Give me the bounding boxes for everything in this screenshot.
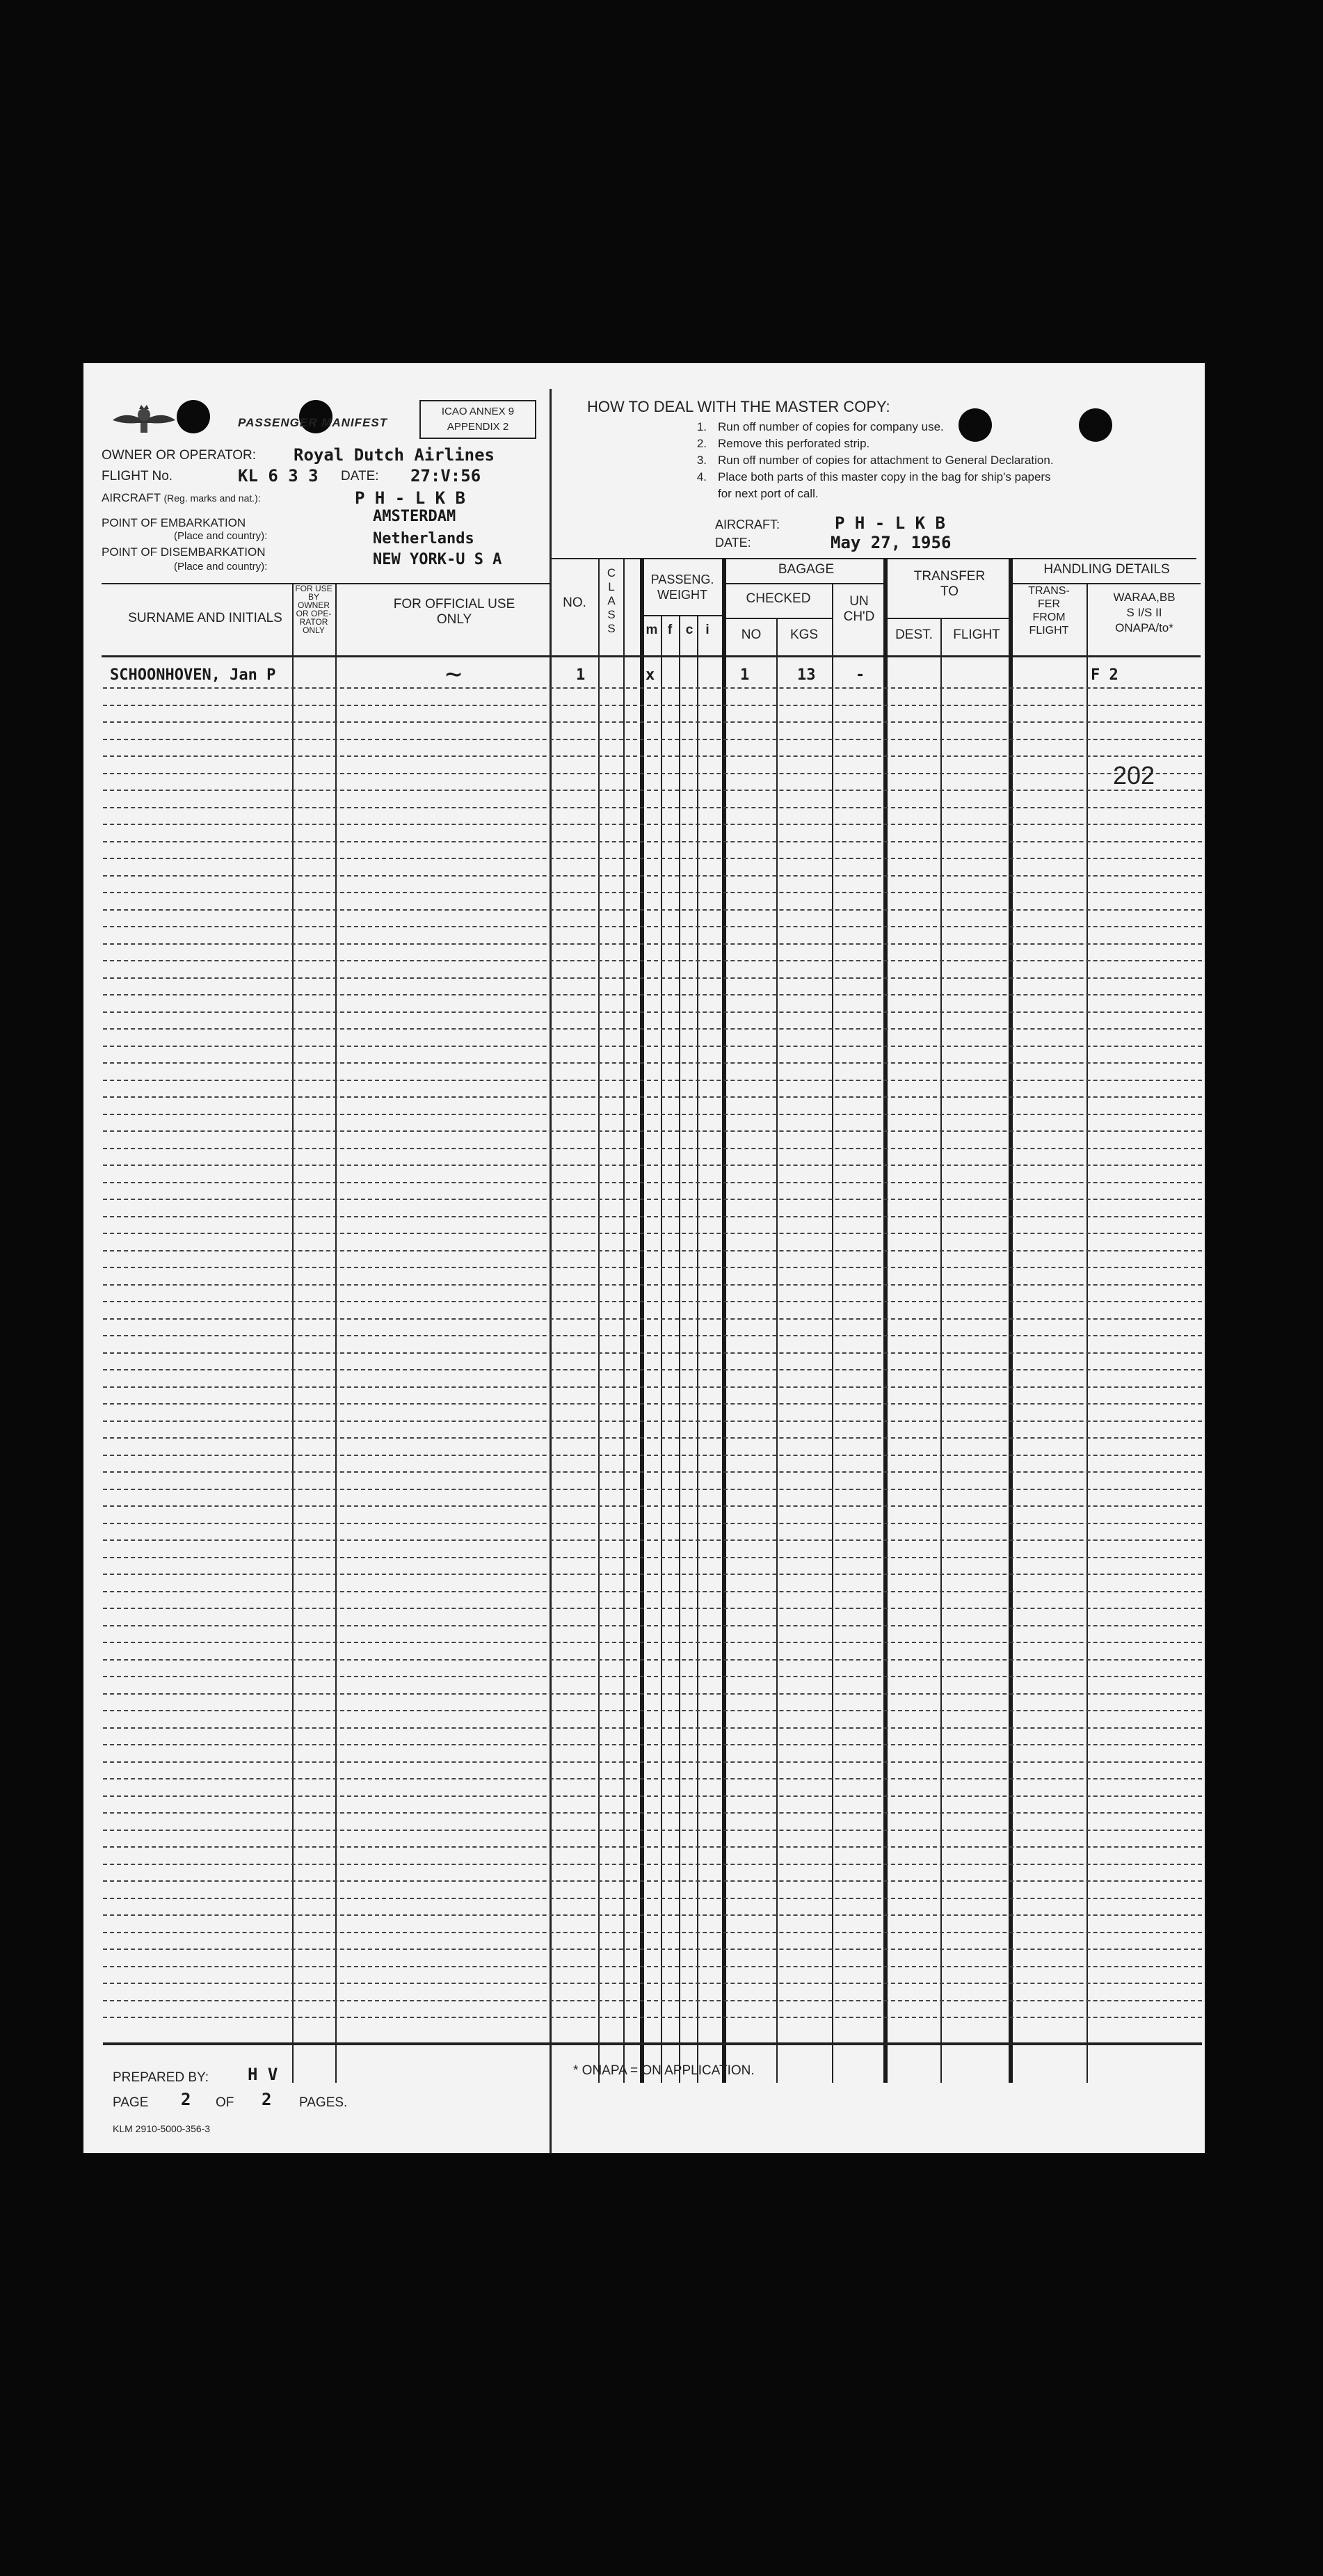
manifest-sheet <box>83 363 1205 2153</box>
row-rule <box>103 1642 1202 1643</box>
col-rule-transfer <box>883 558 888 2083</box>
handling-subrule <box>1011 583 1201 584</box>
row-rule <box>103 1557 1202 1558</box>
row-rule <box>103 1267 1202 1268</box>
row-rule <box>103 1028 1202 1030</box>
no-header: NO. <box>563 595 586 610</box>
row-rule <box>103 1693 1202 1695</box>
passenger-surname: SCHOONHOVEN, Jan P <box>110 666 276 684</box>
row-rule <box>103 1216 1202 1217</box>
row-rule <box>103 1864 1202 1865</box>
owner-value: Royal Dutch Airlines <box>294 445 495 465</box>
row-rule <box>103 926 1202 927</box>
row-rule <box>103 1795 1202 1797</box>
row-rule <box>103 1949 1202 1950</box>
embark-sub: (Place and country): <box>174 530 268 542</box>
passenger-no: 1 <box>576 666 586 684</box>
row-rule <box>103 977 1202 979</box>
embark-label: POINT OF EMBARKATION <box>102 516 246 529</box>
row-rule <box>103 1710 1202 1711</box>
header-bottom-rule <box>102 655 1201 657</box>
row-rule <box>103 1898 1202 1899</box>
handwritten-annotation: 202 <box>1113 761 1155 790</box>
row-rule <box>103 1727 1202 1729</box>
row-rule <box>103 1114 1202 1115</box>
row-rule <box>103 1182 1202 1183</box>
row-rule <box>103 755 1202 757</box>
checked-kgs-header: KGS <box>789 627 819 642</box>
row-rule <box>103 1539 1202 1541</box>
icao-line-2: APPENDIX 2 <box>447 421 509 433</box>
step-item: 1. Run off number of copies for company use. <box>696 420 944 433</box>
step-item: 2. Remove this perforated strip. <box>696 437 870 450</box>
row-rule <box>103 1011 1202 1013</box>
col-rule-class <box>598 558 600 2083</box>
row-rule <box>103 721 1202 723</box>
row-rule <box>103 1983 1202 1984</box>
icao-line-1: ICAO ANNEX 9 <box>441 406 515 417</box>
col-rule-handling <box>1009 558 1013 2083</box>
row-rule <box>103 1523 1202 1524</box>
mc-aircraft-label: AIRCRAFT: <box>715 518 780 531</box>
flight-header: FLIGHT <box>953 627 1000 642</box>
codes-header: WARAA,BB S I/S II ONAPA/to* <box>1113 591 1176 634</box>
row-rule <box>103 1932 1202 1933</box>
date-label: DATE: <box>341 469 379 483</box>
passeng-weight-header: PASSENG. WEIGHT <box>650 573 714 602</box>
weight-m: m <box>646 623 658 637</box>
row-rule <box>103 1914 1202 1916</box>
row-rule <box>103 943 1202 945</box>
row-rule <box>103 1352 1202 1354</box>
date-value: 27:V:56 <box>410 466 481 486</box>
row-rule <box>103 1165 1202 1166</box>
row-rule <box>103 1403 1202 1405</box>
bagage-header: BAGAGE <box>778 562 835 577</box>
row-rule <box>103 1659 1202 1661</box>
row-rule <box>103 790 1202 791</box>
row-rule <box>103 2000 1202 2001</box>
weight-subrule <box>643 615 725 616</box>
passenger-weight-mark: x <box>646 666 655 684</box>
row-rule <box>103 705 1202 706</box>
row-rule <box>103 1880 1202 1882</box>
checked-subrule <box>725 618 832 619</box>
row-rule <box>103 1830 1202 1831</box>
row-rule <box>103 1846 1202 1848</box>
row-rule <box>103 1301 1202 1302</box>
transfer-to-header: TRANSFER TO <box>913 569 986 599</box>
row-rule <box>103 1489 1202 1490</box>
row-rule <box>103 1812 1202 1814</box>
row-rule <box>103 1505 1202 1507</box>
row-rule <box>103 1421 1202 1422</box>
row-rule <box>103 1130 1202 1132</box>
aircraft-label-sub: (Reg. marks and nat.): <box>163 493 261 504</box>
master-copy-steps <box>682 419 1054 502</box>
header-top-rule <box>550 558 1196 559</box>
row-rule <box>103 1369 1202 1370</box>
step-continuation: for next port of call. <box>718 487 819 500</box>
row-rule <box>103 1744 1202 1745</box>
row-rule <box>103 773 1202 774</box>
step-item: 4. Place both parts of this master copy in the bag for ship's papers <box>696 470 1051 483</box>
form-code: KLM 2910-5000-356-3 <box>113 2123 211 2134</box>
row-rule <box>103 1676 1202 1677</box>
weight-f: f <box>667 623 673 637</box>
col-rule-class-end <box>623 558 625 2083</box>
owner-label: OWNER OR OPERATOR: <box>102 448 257 463</box>
row-rule <box>103 1318 1202 1320</box>
row-rule <box>103 1046 1202 1047</box>
row-rule <box>103 1591 1202 1592</box>
form-title: PASSENGER MANIFEST <box>238 416 388 429</box>
col-rule-weight <box>640 558 644 2083</box>
row-rule <box>103 1471 1202 1473</box>
onapa-note: * ONAPA = ON APPLICATION. <box>573 2063 755 2078</box>
dest-header: DEST. <box>895 627 933 642</box>
row-rule <box>103 687 1202 689</box>
prepared-by-value: H V <box>248 2065 278 2084</box>
handling-code: F 2 <box>1091 666 1118 684</box>
row-rule <box>103 1199 1202 1200</box>
mc-aircraft-value: P H - L K B <box>835 513 945 533</box>
surname-header: SURNAME AND INITIALS <box>128 611 282 625</box>
row-rule <box>103 1625 1202 1626</box>
row-rule <box>103 858 1202 859</box>
icao-annex-box <box>419 400 536 439</box>
aircraft-value: P H - L K B <box>355 488 465 508</box>
official-use-header: FOR OFFICIAL USE ONLY <box>393 597 515 627</box>
row-rule <box>103 1080 1202 1081</box>
prepared-by-label: PREPARED BY: <box>113 2070 209 2085</box>
handling-details-header: HANDLING DETAILS <box>1043 562 1170 577</box>
punch-hole <box>177 400 210 433</box>
embark-value: AMSTERDAM <box>373 508 456 525</box>
transfer-subrule <box>886 618 1011 619</box>
col-rule-weight-c <box>697 615 698 2083</box>
table-bottom-rule <box>103 2042 1202 2045</box>
row-rule <box>103 892 1202 893</box>
step-item: 3. Run off number of copies for attachment to General Declaration. <box>696 454 1054 467</box>
col-rule-weight-f <box>679 615 680 2083</box>
disembark-value: NEW YORK-U S A <box>373 551 502 568</box>
checked-header: CHECKED <box>746 591 811 606</box>
class-header: C L A S S <box>607 566 616 635</box>
page-value: 2 <box>181 2090 191 2109</box>
row-rule <box>103 1437 1202 1439</box>
flight-value: KL 6 3 3 <box>238 466 319 486</box>
disembark-sub: (Place and country): <box>174 561 268 573</box>
row-rule <box>103 1761 1202 1763</box>
row-rule <box>103 994 1202 995</box>
row-rule <box>103 1966 1202 1967</box>
row-rule <box>103 807 1202 808</box>
row-rule <box>103 1386 1202 1388</box>
checked-bag-kgs: 13 <box>797 666 816 684</box>
flight-label: FLIGHT No. <box>102 469 173 483</box>
checked-no-header: NO <box>741 627 762 642</box>
row-rule <box>103 1250 1202 1251</box>
unchd-header: UN CH'D <box>843 594 875 624</box>
col-rule-bagage <box>722 558 726 2083</box>
row-rule <box>103 1778 1202 1779</box>
unchecked-bag: - <box>856 666 865 684</box>
of-value: 2 <box>262 2090 272 2109</box>
pages-label: PAGES. <box>299 2095 348 2110</box>
row-rule <box>103 960 1202 961</box>
mc-date-value: May 27, 1956 <box>831 533 952 552</box>
bagage-subrule <box>725 583 886 584</box>
punch-hole <box>1079 408 1112 442</box>
row-rule <box>103 1284 1202 1286</box>
row-rule <box>103 2017 1202 2018</box>
of-label: OF <box>216 2095 234 2110</box>
row-rule <box>103 1062 1202 1064</box>
transfer-from-header: TRANS- FER FROM FLIGHT <box>1028 585 1070 637</box>
row-rule <box>103 739 1202 740</box>
row-rule <box>103 824 1202 825</box>
weight-c: c <box>685 623 693 637</box>
row-rule <box>103 1233 1202 1234</box>
row-rule <box>103 1455 1202 1456</box>
row-rule <box>103 1335 1202 1336</box>
master-copy-heading: HOW TO DEAL WITH THE MASTER COPY: <box>587 398 890 415</box>
row-rule <box>103 909 1202 911</box>
official-mark: ~ <box>445 658 463 690</box>
klm-crown-logo <box>110 402 178 438</box>
embark-country: Netherlands <box>373 530 474 547</box>
owner-use-header: FOR USE BY OWNER OR OPE- RATOR ONLY <box>295 584 332 635</box>
aircraft-label <box>102 491 261 505</box>
col-rule-weight-m <box>661 615 662 2083</box>
row-rule <box>103 1574 1202 1575</box>
row-rule <box>103 875 1202 877</box>
aircraft-label-text: AIRCRAFT <box>102 491 161 504</box>
disembark-label: POINT OF DISEMBARKATION <box>102 545 266 559</box>
row-rule <box>103 841 1202 842</box>
checked-bag-no: 1 <box>740 666 750 684</box>
mc-date-label: DATE: <box>715 536 751 550</box>
perforation-divider <box>550 389 552 2153</box>
row-rule <box>103 1148 1202 1149</box>
row-rule <box>103 1096 1202 1098</box>
weight-i: i <box>705 623 709 637</box>
row-rule <box>103 1608 1202 1609</box>
page-label: PAGE <box>113 2095 149 2110</box>
